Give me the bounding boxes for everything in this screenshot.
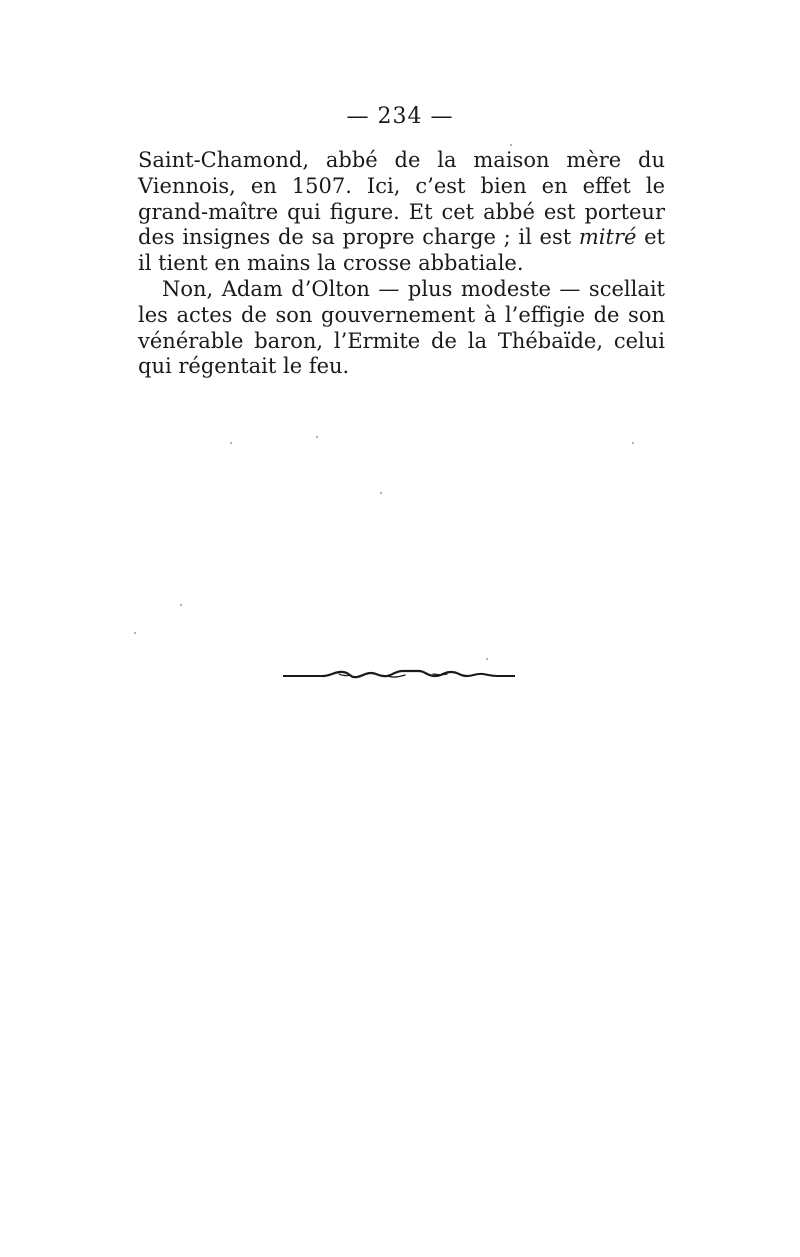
- paper-speck: [632, 442, 634, 444]
- paper-speck: [230, 442, 232, 444]
- paper-speck: [380, 492, 382, 494]
- paragraph-1-part-1: Saint-Chamond, abbé de la maison mère du Viennois, en 1507. Ici, c’est bien en effet le grand-maître qui figure. Et cet abbé est porteur des insignes de sa propre charge ; il est: [138, 148, 665, 250]
- paragraph-1: [138, 148, 665, 277]
- tail-piece-ornament: [283, 664, 515, 686]
- paper-speck: [180, 604, 182, 606]
- paper-speck: [486, 658, 488, 660]
- paragraph-1-part-2: et il tient en mains la crosse abbatiale.: [138, 225, 665, 276]
- paper-speck: [510, 144, 512, 146]
- paragraph-2: Non, Adam d’Olton — plus modeste — scellait les actes de son gouvernement à l’effigie de son vénérable baron, l’Ermite de la Thébaïde, celui qui régentait le feu.: [138, 276, 665, 379]
- paper-speck: [316, 436, 318, 438]
- page-number: — 234 —: [346, 104, 454, 129]
- body-text: [138, 148, 665, 380]
- paper-speck: [134, 632, 136, 634]
- emphasis-mitre: mitré: [578, 225, 637, 250]
